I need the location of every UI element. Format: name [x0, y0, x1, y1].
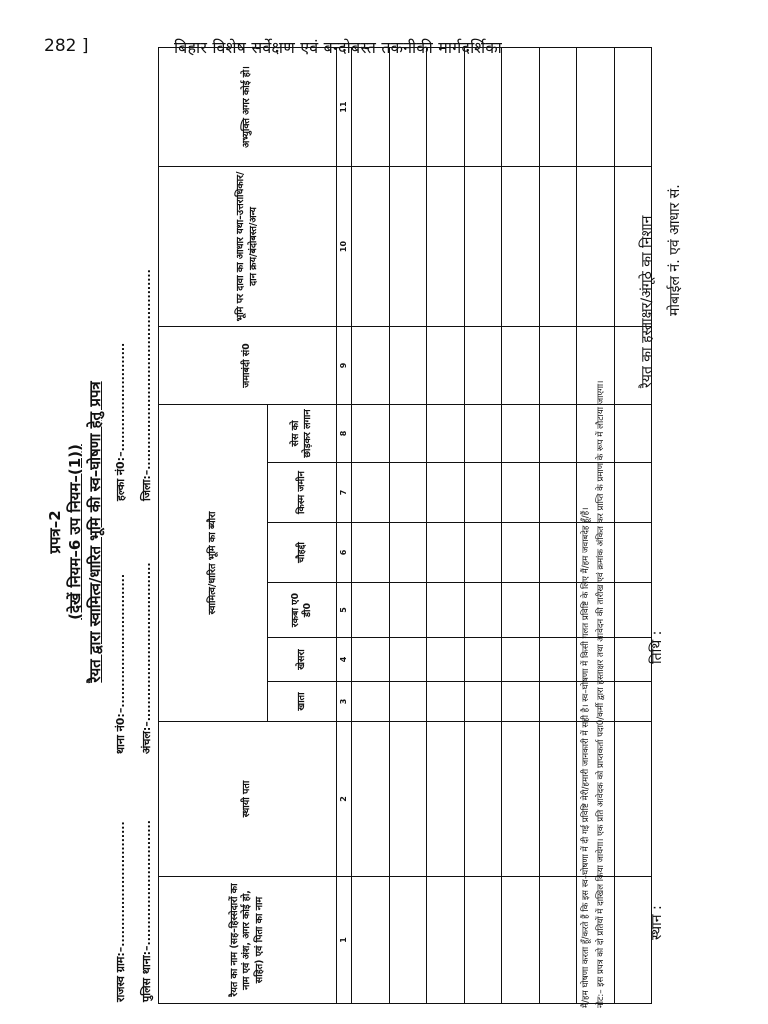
table-row — [614, 47, 652, 1003]
district-field: जिला:–................................................ — [140, 269, 153, 501]
page-number: 282 ] — [44, 36, 89, 56]
col-number: 9 — [337, 326, 352, 404]
table-row — [539, 47, 577, 1003]
date-label: तिथि : — [649, 630, 665, 664]
col-header-kism-jamin: किस्म जमीन — [268, 463, 337, 523]
col-header-khata: खाता — [268, 682, 337, 722]
col-header-remarks: अभ्युक्ति अगर कोई हो। — [159, 47, 337, 166]
note-text: नोट:– इस प्रपत्र को दो प्रतियों में दाखिल किया जायेगा। एक प्रति आवेदक को प्राप्तकर्ता पदा0/कर्मी द्वारा हस्ताक्षर तथा आवेदन की तारीख एवं क्रमांक अंकित कर प्राप्ति के प्रमाण के रूप में लौटाया जाएगा। — [596, 380, 606, 1008]
halka-number-field: हल्का नं0:–.......................... — [114, 342, 127, 501]
mobile-aadhaar-line: मोबाईल नं. एवं आधार सं. — [667, 184, 683, 316]
police-station-field: पुलिस थाना:–.............................. — [140, 820, 153, 1002]
col-header-chauhaddi: चौहद्दी — [268, 523, 337, 583]
book-title: बिहार विशेष सर्वेक्षण एवं बन्दोबस्त तकनीकी मार्गदर्शिका — [174, 38, 502, 57]
table-row — [352, 47, 390, 1003]
col-number: 4 — [337, 638, 352, 682]
col-header-land-details: स्वामित्व/धारित भूमि का ब्यौरा — [159, 404, 268, 721]
form-title: रैयत द्वारा स्वामित्व/धारित भूमि की स्व–घोषणा हेतु प्रपत्र — [86, 381, 104, 683]
declaration-table — [158, 47, 655, 1004]
rotated-form — [0, 12, 768, 1016]
col-header-permanent-address: स्थायी पता — [159, 722, 337, 877]
place-label: स्थान : — [649, 905, 665, 940]
col-number: 2 — [337, 722, 352, 877]
revenue-village-field: राजस्व ग्राम:–.............................. — [114, 821, 127, 1002]
col-header-rakba: रकबा ए0 डी0 — [268, 583, 337, 638]
rule-reference: (देखें नियम–6 उप नियम–(1)) — [66, 444, 84, 620]
col-header-jamabandi: जमाबंदी सं0 — [159, 326, 337, 404]
table-row — [502, 47, 540, 1003]
form-number: प्रपत्र–2 — [46, 510, 64, 554]
declaration-text: मैं/हम घोषणा करता हूँ/करते हैं कि इस स्व–घोषणा में दी गई प्रविष्टि मेरी/हमारी जानकारी में सही है। स्व–घोषणा में किसी गलत प्रविष्टि के लिए मैं/हम जवाबदेह हूँ/हैं। — [581, 507, 591, 1008]
col-header-claim-basis: भूमि पर दावा का आधार यथा–उत्तराधिकार/दान क्रय/बंदोबस्त/अन्य — [159, 166, 337, 326]
anchal-field: अंचल:–...................................... — [140, 562, 153, 754]
col-number: 6 — [337, 523, 352, 583]
col-header-lagan: सेस को छोड़कर लगान — [268, 404, 337, 462]
col-number: 11 — [337, 47, 352, 166]
col-header-raiyat-name: रैयत का नाम (सह–हिस्सेदारों का नाम एवं अंश, अगर कोई हो, सहित) एवं पिता का नाम — [159, 877, 337, 1004]
col-number: 1 — [337, 877, 352, 1004]
col-number: 10 — [337, 166, 352, 326]
col-header-khesra: खेसरा — [268, 638, 337, 682]
col-number: 7 — [337, 463, 352, 523]
table-row — [389, 47, 427, 1003]
col-number: 5 — [337, 583, 352, 638]
signature-line: रैयत का हस्ताक्षर/अंगूठे का निशान — [639, 215, 655, 388]
col-number: 3 — [337, 682, 352, 722]
table-row — [427, 47, 465, 1003]
col-number: 8 — [337, 404, 352, 462]
thana-number-field: थाना नं0:–................................ — [114, 573, 127, 754]
table-row — [464, 47, 502, 1003]
